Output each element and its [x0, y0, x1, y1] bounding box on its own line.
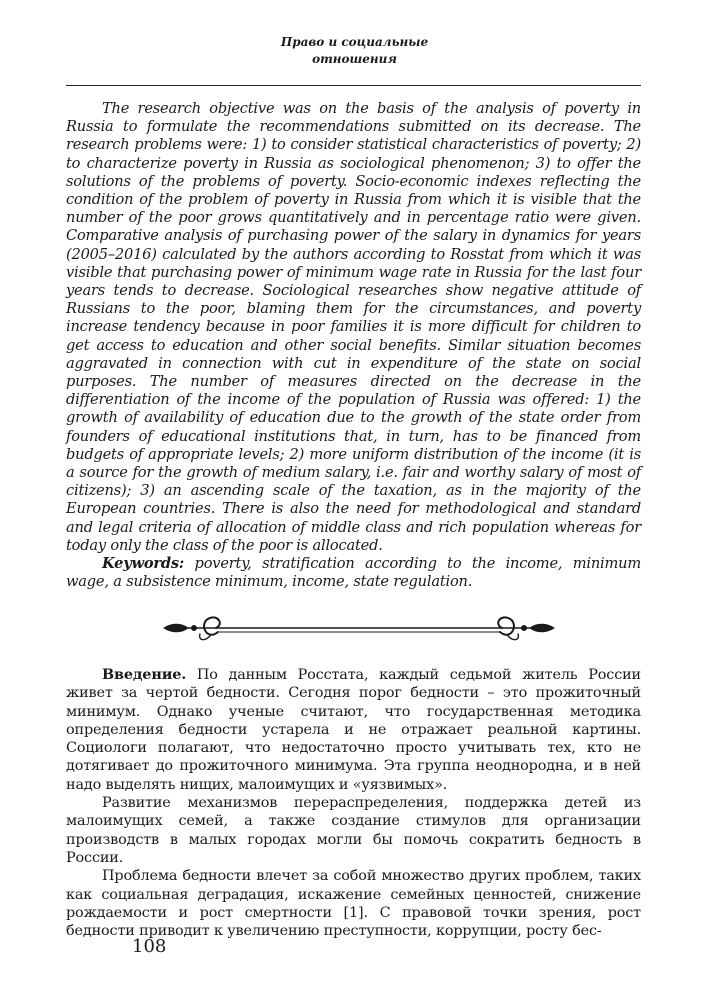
keywords-label: Keywords:: [102, 555, 185, 573]
intro-text: По данным Росстата, каждый седьмой житель России живет за чертой бедности. Сегодня порог бедности – это прожиточный минимум. Однако ученые считают, что государственная методика определения бедности устарела и не отражает реальной картины. Социологи полагают, что недостаточно просто учитывать тех, кто не дотягивает до прожиточного минимума. Эта группа неоднородна, и в ней надо выделять нищих, малоимущих и «уязвимых».: [66, 667, 641, 793]
intro-paragraph: [66, 666, 641, 794]
header-line-2: отношения: [312, 52, 397, 66]
running-header: [0, 34, 709, 68]
keywords-list: poverty, stratification according to the income, minimum wage, a subsistence minimum, income, state regulation.: [66, 555, 641, 591]
abstract-text: The research objective was on the basis of the analysis of poverty in Russia to formulate the recommendations submitted on its decrease. The research problems were: 1) to consider statistical characteristics of poverty; 2) to characterize poverty in Russia as sociological phenomenon; 3) to offer the solutions of the problems of poverty. Socio-economic indexes reflecting the condition of the problem of poverty in Russia from which it is visible that the number of the poor grows quantitatively and in percentage ratio were given. Comparative analysis of purchasing power of the salary in dynamics for years (2005–2016) calculated by the authors according to Rosstat from which it was visible that purchasing power of minimum wage rate in Russia for the last four years tends to decrease. Sociological researches show negative attitude of Russians to the poor, blaming them for the circumstances, and poverty increase tendency because in poor families it is more difficult for children to get access to education and other social benefits. Similar situation becomes aggravated in connection with cut in expenditure of the state on social purposes. The number of measures directed on the decrease in the differentiation of the income of the population of Russia was offered: 1) the growth of availability of education due to the growth of the state order from founders of educational institutions that, in turn, has to be financed from budgets of appropriate levels; 2) more uniform distribution of the income (it is a source for the growth of medium salary, i.e. fair and worthy salary of most of citizens); 3) an ascending scale of the taxation, as in the majority of the European countries. There is also the need for methodological and standard and legal criteria of allocation of middle class and rich population whereas for today only the class of the poor is allocated.: [66, 100, 641, 554]
abstract: [66, 100, 641, 591]
header-line-1: Право и социальные: [280, 35, 429, 49]
body-paragraph-2: Развитие механизмов перераспределения, поддержка детей из малоимущих семей, а также создание стимулов для организации производств в малых городах могли бы помочь сократить бедность в России.: [66, 795, 641, 866]
page-number: 108: [132, 936, 167, 957]
header-rule: [66, 85, 641, 86]
article-body: [66, 666, 641, 940]
body-paragraph-3: Проблема бедности влечет за собой множество других проблем, таких как социальная деградация, искажение семейных ценностей, снижение рождаемости и рост смертности [1]. С правовой точки зрения, рост бедности приводит к увеличению преступности, коррупции, росту бес-: [66, 868, 641, 940]
decorative-divider-ornament: [158, 612, 560, 650]
keywords-paragraph: [66, 555, 641, 591]
intro-heading: Введение.: [102, 666, 187, 683]
